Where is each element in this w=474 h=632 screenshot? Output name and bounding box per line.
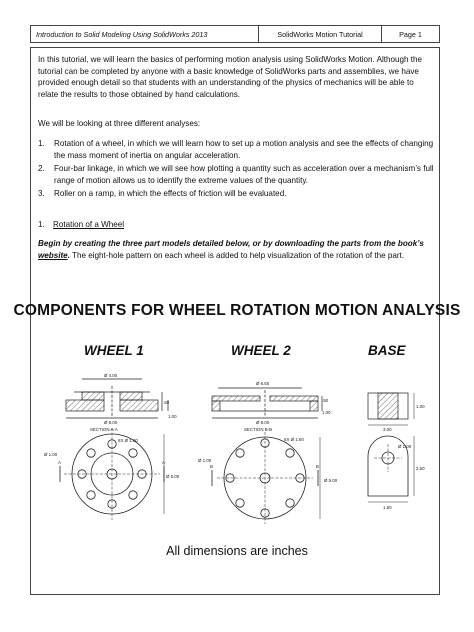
w1-top-dim: Ø 4.00 bbox=[104, 373, 118, 378]
wheel-1-section-view bbox=[66, 379, 168, 418]
section-heading: 1. Rotation of a Wheel bbox=[38, 220, 125, 229]
w2-holes-dim: 6X Ø 1.00 bbox=[284, 437, 304, 442]
w1-left-dim: Ø 1.00 bbox=[44, 452, 58, 457]
list-item: 2. Four-bar linkage, in which we will see how plotting a quantity such as acceleration over a mechanism’s full range of motion allows us to identify the extreme values of the quantity. bbox=[38, 164, 434, 185]
wheel-2-section-view bbox=[212, 388, 322, 418]
figure-footer: All dimensions are inches bbox=[166, 544, 308, 558]
w2-section-mark-b1: B bbox=[210, 464, 213, 469]
w1-h2-dim: 1.00 bbox=[168, 414, 177, 419]
list-item: 1. Rotation of a wheel, in which we will learn how to set up a motion analysis and see the effects of changing the mass moment of inertia on angular acceleration. bbox=[38, 139, 434, 160]
w2-section-label: SECTION B-B bbox=[244, 427, 273, 432]
w2-bottom-dim: Ø 8.00 bbox=[256, 420, 270, 425]
base-depth-dim: 1.00 bbox=[416, 404, 425, 409]
wheel-2-front-view bbox=[212, 432, 320, 524]
w1-holes-dim: 8X Ø 1.00 bbox=[118, 438, 138, 443]
analyses-intro: We will be looking at three different analyses: bbox=[38, 119, 201, 128]
w2-section-mark-b2: B bbox=[316, 464, 319, 469]
header-book-title: Introduction to Solid Modeling Using SolidWorks 2013 bbox=[31, 26, 259, 42]
w1-section-mark-a1: A bbox=[58, 460, 61, 465]
wheel-1-front-view bbox=[60, 428, 164, 520]
w2-left-dim: Ø 1.00 bbox=[198, 458, 212, 463]
base-radius-dim: 1.50 bbox=[383, 505, 392, 510]
list-item: 3. Roller on a ramp, in which the effects of friction will be evaluated. bbox=[38, 189, 287, 199]
w2-top-dim: Ø 6.50 bbox=[256, 381, 270, 386]
section-paragraph: Begin by creating the three part models detailed below, or by downloading the parts from the book’s website. The eight-hole pattern on each wheel is added to help visualization of the rotation of the part. bbox=[38, 239, 424, 260]
w2-h2-dim: 1.00 bbox=[322, 410, 331, 415]
base-height-dim: 2.50 bbox=[416, 466, 425, 471]
base-top-view bbox=[368, 393, 414, 425]
w2-right-dim: Ø 5.00 bbox=[324, 478, 338, 483]
w1-section-mark-a2: A bbox=[162, 460, 165, 465]
w1-section-label: SECTION A-A bbox=[90, 427, 118, 432]
header-chapter: SolidWorks Motion Tutorial bbox=[259, 26, 382, 42]
figure-title: COMPONENTS FOR WHEEL ROTATION MOTION ANALYSIS bbox=[13, 302, 461, 319]
w1-h1-dim: .50 bbox=[163, 400, 170, 405]
w1-bottom-dim: Ø 8.00 bbox=[104, 420, 118, 425]
header-page-number: Page 1 bbox=[399, 29, 422, 39]
base-hole-dim: Ø 1.00 bbox=[398, 444, 412, 449]
wheel-1-label: WHEEL 1 bbox=[84, 343, 144, 358]
w1-right-dim: Ø 5.00 bbox=[166, 474, 180, 479]
w2-h1-dim: .50 bbox=[322, 398, 329, 403]
wheel-2-label: WHEEL 2 bbox=[231, 343, 291, 358]
intro-paragraph: In this tutorial, we will learn the basics of performing motion analysis using SolidWorks Motion. Although the tutorial can be completed by anyone with a basic knowledge of SolidWorks parts and assemblies, we have provided enough detail so that students with an understanding of the physics of mechanics will be able to relate the results to those obtained by hand calculations. bbox=[38, 55, 423, 99]
base-label: BASE bbox=[368, 343, 406, 358]
base-width-dim: 3.00 bbox=[383, 427, 392, 432]
website-link[interactable]: website bbox=[38, 250, 68, 260]
section-title: Rotation of a Wheel bbox=[53, 220, 125, 229]
